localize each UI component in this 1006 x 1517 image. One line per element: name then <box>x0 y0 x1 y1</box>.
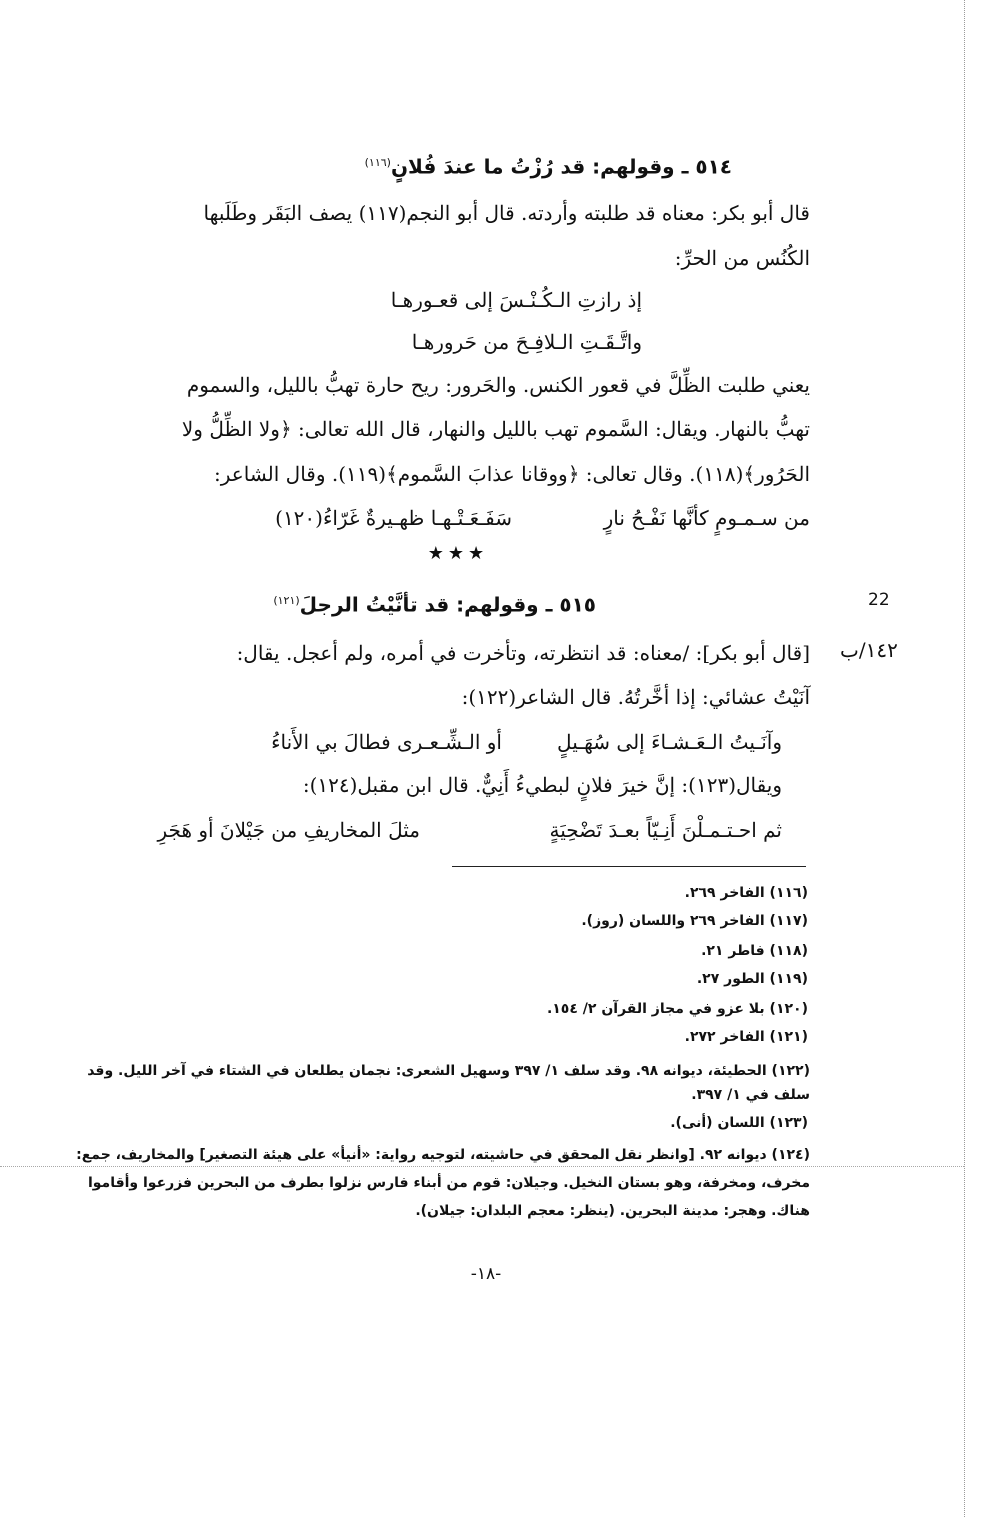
verse-first-hemistich: من سـمـومٍ كأنَّها نَفْـحُ نارٍ <box>603 506 810 530</box>
verse-second-hemistich: أو الـشِّـعـرى فطالَ بي الأَناءُ <box>271 730 502 754</box>
margin-line-number: 22 <box>868 590 890 610</box>
footnote: (١٢٢) الحطيئة، ديوانه ٩٨. وقد سلف ١/ ٣٩٧ وسهيل الشعرى: نجمان يطلعان في الشتاء في آخر الليل. وقد <box>87 1063 810 1079</box>
footnote-continuation: سلف في ١/ ٣٩٧. <box>691 1087 810 1103</box>
section-515-heading <box>273 586 596 620</box>
section-separator: ★★★ <box>427 543 489 564</box>
footnote: (١٢١) الفاخر ٢٧٢. <box>684 1029 808 1045</box>
body-line: يعني طلبت الظِّلَّ في قعور الكنس. والحَرور: ريح حارة تهبُّ بالليل، والسموم <box>186 373 810 397</box>
verse-couplet <box>110 814 782 846</box>
footnote: (١٢٤) ديوانه ٩٢. [وانظر نقل المحقق في حاشيته، لتوجيه رواية: «أنيأ» على هيئة التصغير] والمخاريف، جمع: <box>76 1147 810 1163</box>
margin-folio-marker: ١٤٢/ب <box>840 638 898 662</box>
footnote-divider <box>452 866 806 867</box>
footnote: (١٢٠) بلا عزو في مجاز القرآن ٢/ ١٥٤. <box>546 1001 808 1017</box>
verse-first-hemistich: وآنَـيتُ الـعَـشـاءَ إلى سُهَـيلٍ <box>557 730 782 754</box>
verse-second-hemistich: سَفَـعَـتْـهـا ظهـيرةٌ غَرّاءُ(١٢٠) <box>275 506 512 530</box>
footnote-continuation: مخرف، ومخرفة، وهو بستان النخيل. وجيلان: قوم من أبناء فارس نزلوا بطرف من البحرين فزرعوا وأقاموا <box>87 1175 810 1191</box>
verse-couplet <box>110 502 810 534</box>
scan-edge <box>964 0 965 1517</box>
section-515-heading-text: ٥١٥ ـ وقولهم: قد تأنَّيْتُ الرجلَ <box>299 592 596 617</box>
verse-couplet <box>110 726 782 758</box>
verse-first-hemistich: ثم احـتـمـلْنَ أَنِـيّاً بعـدَ تَضْحِيَةٍ <box>549 818 782 842</box>
verse-line: واتَّـقَـتِ الـلافِـحَ من حَرورهـا <box>411 330 642 354</box>
body-line: الكُنُس من الحرِّ: <box>674 246 810 270</box>
body-line: [قال أبو بكر]: /معناه: قد انتظرته، وتأخرت في أمره، ولم أعجل. يقال: <box>236 641 810 665</box>
verse-line: إذ رازتِ الـكُـنْـسَ إلى قعـورهـا <box>390 288 642 312</box>
footnote-ref-116: (١١٦) <box>364 156 391 169</box>
scan-fold-line <box>0 1166 964 1167</box>
body-line: الحَرُور﴾(١١٨). وقال تعالى: ﴿ووقانا عذابَ السَّموم﴾(١١٩). وقال الشاعر: <box>214 462 810 486</box>
footnote: (١١٧) الفاخر ٢٦٩ واللسان (روز). <box>581 913 808 929</box>
footnote: (١١٩) الطور ٢٧. <box>696 971 808 987</box>
section-514-heading <box>365 148 732 182</box>
footnote-continuation: هناك. وهجر: مدينة البحرين. (ينظر: معجم البلدان: جيلان). <box>415 1203 810 1219</box>
body-line: قال أبو بكر: معناه قد طلبته وأردته. قال أبو النجم(١١٧) يصف البَقَر وطَلَبها <box>203 201 810 225</box>
footnote: (١١٦) الفاخر ٢٦٩. <box>684 885 808 901</box>
page-number: -١٨- <box>470 1264 502 1284</box>
section-514-heading-text: ٥١٤ ـ وقولهم: قد رُزْتُ ما عندَ فُلانٍ <box>390 154 732 179</box>
body-line: تهبُّ بالنهار. ويقال: السَّموم تهب بالليل والنهار، قال الله تعالى: ﴿ولا الظِّلُّ ولا <box>181 417 810 441</box>
footnote: (١٢٣) اللسان (أنى). <box>670 1115 808 1131</box>
verse-second-hemistich: مثلَ المخاريفِ من جَيْلانَ أو هَجَرِ <box>157 818 420 842</box>
footnote-ref-121: (١٢١) <box>273 594 300 607</box>
body-line: آنَيْتُ عشائي: إذا أخَّرتُهُ. قال الشاعر(١٢٢): <box>461 685 810 709</box>
footnote: (١١٨) فاطر ٢١. <box>701 943 808 959</box>
body-line: ويقال(١٢٣): إنَّ خيرَ فلانٍ لبطيءُ أَنِيٌّ. قال ابن مقبل(١٢٤): <box>302 773 782 797</box>
